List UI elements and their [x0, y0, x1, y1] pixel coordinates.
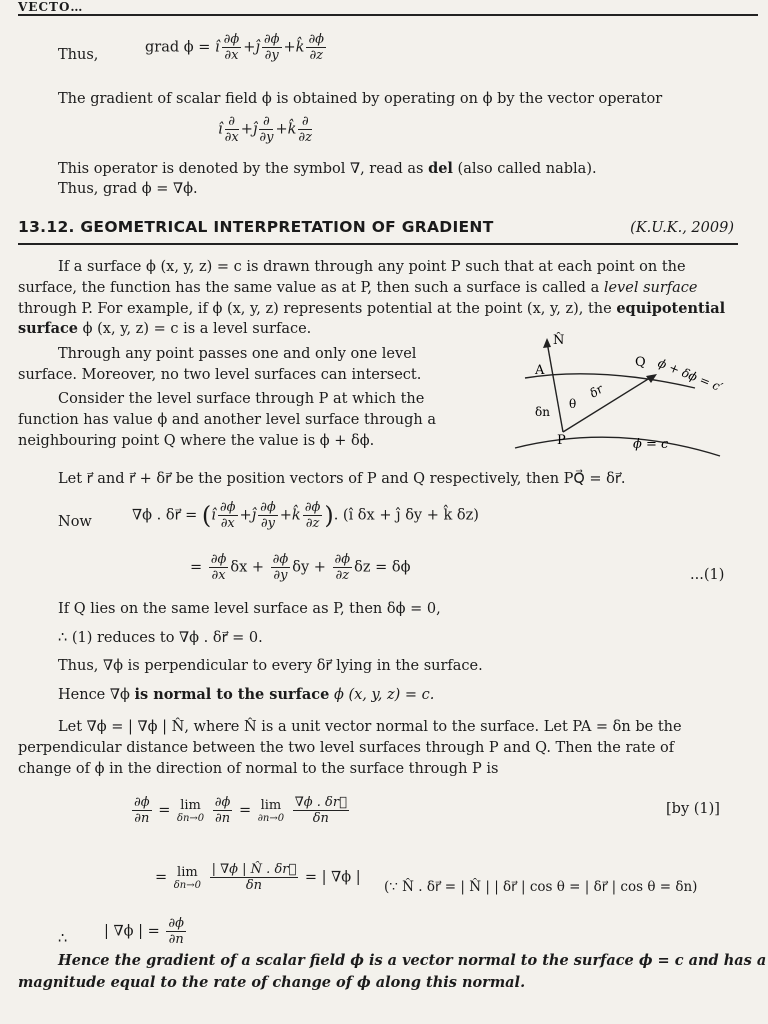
j-hat: ĵ	[251, 507, 257, 524]
frac-den: ∂z	[305, 516, 320, 531]
i-hat: î	[218, 121, 223, 138]
now-equation-line2: = $\frac{\partial\phi}{\partial x}$ δx + $\frac{\partial\phi}{\partial y}$ δy + $\frac{\partial\phi}{\partial z}$ δz = δϕ	[190, 552, 411, 583]
frac-num: | ∇ϕ | N̂ . δr⃗	[211, 862, 297, 877]
conclusion-line1: Hence the gradient of a scalar field ϕ is a vector normal to the surface ϕ = c and has a	[58, 952, 767, 969]
nabla-note: (also called nabla).	[457, 161, 597, 177]
section-heading: 13.12. GEOMETRICAL INTERPRETATION OF GRADIENT	[18, 218, 494, 236]
frac-num: ∂ϕ	[304, 500, 321, 515]
frac-dphi-dz	[333, 552, 353, 583]
frac-num: ∂ϕ	[219, 500, 236, 515]
q-label: Q	[635, 355, 646, 370]
frac-den: δn	[312, 811, 329, 826]
frac-num: ∂ϕ	[272, 552, 289, 567]
frac-num: ∂ϕ	[308, 32, 325, 47]
frac-dphi-dy	[258, 500, 278, 531]
frac-den: ∂z	[335, 568, 350, 583]
frac-3	[293, 795, 349, 826]
final-lhs: | ∇ϕ | =	[104, 923, 160, 940]
plus-sign: +	[240, 121, 253, 138]
para1-line3-text: through P. For example, if ϕ (x, y, z) represents potential at the point (x, y, z), the	[18, 301, 612, 317]
term-dy: δy +	[292, 559, 326, 576]
cond-line4	[58, 686, 434, 704]
dr-line	[563, 376, 653, 432]
lim-word: lim	[260, 797, 282, 813]
frac-num: ∂ϕ	[260, 500, 276, 515]
normal-arrowhead	[543, 338, 551, 348]
position-vectors-line: Let r⃗ and r⃗ + δr⃗ be the position vectors of P and Q respectively, then PQ⃗ = δr⃗.	[58, 471, 626, 487]
plus-sign: +	[283, 39, 296, 56]
plus-sign: +	[243, 39, 256, 56]
j-hat: ĵ	[252, 121, 258, 138]
grad-lhs: grad ϕ =	[145, 39, 216, 56]
cond-line1: If Q lies on the same level surface as P, then δϕ = 0,	[58, 601, 441, 617]
i-hat: î	[215, 39, 220, 56]
para1-line2-text: surface, the function has the same value as at P, then such a surface is called a	[18, 280, 600, 296]
conclusion-line2: magnitude equal to the rate of change of ϕ along this normal.	[18, 974, 526, 991]
frac-d-dx	[225, 114, 239, 145]
lim-word: lim	[177, 864, 198, 880]
top-rule	[18, 14, 758, 16]
section-reference: (K.U.K., 2009)	[630, 220, 734, 236]
frac-dphi-dy	[271, 552, 291, 583]
para3-line1: Consider the level surface through P at which the	[58, 391, 425, 407]
a-label: A	[535, 363, 545, 378]
frac-num: ∂ϕ	[134, 795, 150, 810]
therefore-symbol: ∴	[58, 931, 68, 947]
operator-sentence	[58, 160, 597, 178]
frac-num: ∂ϕ	[168, 916, 184, 931]
para3-line2: function has value ϕ and another level surface through a	[18, 412, 437, 428]
para4-line3: change of ϕ in the direction of normal to the surface through P is	[18, 761, 499, 777]
frac-num: ∇ϕ . δr⃗	[294, 795, 347, 810]
now-lhs: ∇ϕ . δr⃗ =	[132, 507, 198, 524]
now-rhs-tail: . (î δx + ĵ δy + k̂ δz)	[333, 507, 479, 524]
lim-block-2	[258, 798, 284, 824]
frac-den: ∂z	[298, 130, 312, 145]
del-word: del	[428, 160, 453, 177]
k-hat: k̂	[287, 121, 297, 138]
lim-sub: δn→0	[173, 879, 201, 891]
frac-2	[213, 795, 233, 826]
frac-dphi-dx	[218, 500, 238, 531]
q-surface-label: ϕ + δϕ = c′	[655, 355, 725, 395]
term-dz: δz = δϕ	[354, 559, 411, 576]
frac-dphi-dz	[303, 500, 323, 531]
cond-line2: ∴ (1) reduces to ∇ϕ . δr⃗ = 0.	[58, 630, 263, 646]
normal-to-surface: is normal to the surface	[134, 686, 330, 703]
frac-d-dy	[259, 114, 273, 145]
plus-sign: +	[275, 121, 288, 138]
frac-dphi-dz	[306, 32, 326, 63]
frac-dphi-dn	[132, 795, 152, 826]
cond-line3: Thus, ∇ϕ is perpendicular to every δr⃗ lying in the surface.	[58, 658, 483, 674]
cond-line4-a: Hence ∇ϕ	[58, 687, 130, 703]
frac-den: δn	[245, 878, 263, 893]
del-operator	[218, 114, 314, 145]
frac-dphi-dy	[262, 32, 282, 63]
frac-dphi-dx	[209, 552, 229, 583]
para2-line2: surface. Moreover, no two level surfaces can intersect.	[18, 367, 422, 383]
frac-den: ∂n	[215, 811, 231, 826]
frac-den: ∂z	[309, 48, 324, 63]
equation-number: ...(1)	[690, 567, 725, 583]
frac-den: ∂x	[211, 568, 226, 583]
frac-num: ∂ϕ	[223, 32, 240, 47]
lim-sub: δn→0	[176, 812, 205, 824]
now-equation: ∇ϕ . δr⃗ = (î $\frac{\partial\phi}{\partial x}$ +ĵ $\frac{\partial\phi}{\partial y}$ +k̂ $\frac{\partial\phi}{\partial z}$ ). (î δx + ĵ δy + k̂ δz)	[132, 500, 479, 531]
operator-text: This operator is denoted by the symbol ∇, read as	[58, 161, 424, 177]
k-hat: k̂	[295, 39, 305, 56]
para1-line2	[18, 279, 698, 297]
para4-line2: perpendicular distance between the two level surfaces through P and Q. Then the rate of	[18, 740, 675, 756]
level-surface-term: level surface	[603, 280, 698, 296]
j-hat: ĵ	[255, 39, 260, 56]
para1-line3	[18, 300, 725, 318]
frac-den: ∂y	[259, 130, 274, 145]
p-surface-label: ϕ = c	[633, 437, 669, 452]
frac-num: ∂	[225, 114, 239, 130]
term-dx: δx +	[230, 559, 265, 576]
dr-label: δr	[587, 381, 606, 401]
frac-num: ∂ϕ	[214, 795, 231, 810]
lower-surface-curve	[515, 437, 720, 456]
para1-line4	[18, 320, 311, 338]
equals: =	[158, 802, 171, 819]
l2-rhs: = | ∇ϕ |	[304, 869, 361, 886]
by-1-note: [by (1)]	[666, 801, 720, 817]
plus-sign: +	[239, 507, 252, 524]
frac-den: ∂x	[224, 130, 239, 145]
cond-line4-c: ϕ (x, y, z) = c.	[333, 687, 435, 703]
limit-equation	[130, 795, 351, 826]
lim-block-1	[177, 798, 204, 824]
frac-4	[210, 862, 299, 893]
equipotential-term: equipotential	[616, 300, 726, 317]
running-head: VECTO…	[18, 0, 84, 14]
final-equation	[104, 916, 188, 947]
surface-term: surface	[18, 320, 79, 337]
level-surface-diagram	[505, 328, 745, 458]
frac-dphi-dx	[222, 32, 242, 63]
para1-line1: If a surface ϕ (x, y, z) = c is drawn through any point P such that at each point on the	[58, 259, 686, 275]
frac-den: ∂y	[273, 568, 288, 583]
lim-word: lim	[180, 797, 201, 813]
equals: =	[155, 869, 168, 886]
frac-num: ∂ϕ	[263, 32, 280, 47]
i-hat: î	[211, 507, 216, 524]
p-label: P	[557, 433, 566, 448]
para2-line1: Through any point passes one and only one level	[58, 346, 417, 362]
limit-equation-line2	[155, 862, 361, 893]
frac-num: ∂	[259, 114, 273, 130]
frac-den: ∂n	[168, 932, 184, 947]
frac-num: ∂	[298, 114, 312, 130]
upper-surface-curve	[525, 374, 695, 388]
equals: =	[238, 802, 252, 819]
dn-label: δn	[535, 405, 550, 419]
lim-block-3	[174, 865, 201, 891]
thus-label: Thus,	[58, 47, 99, 63]
grad-equation	[145, 32, 328, 63]
theta-label: θ	[569, 397, 577, 411]
para3-line3: neighbouring point Q where the value is ϕ + δϕ.	[18, 433, 375, 449]
thus-grad-del: Thus, grad ϕ = ∇ϕ.	[58, 181, 198, 197]
para4-line1: Let ∇ϕ = | ∇ϕ | N̂, where N̂ is a unit vector normal to the surface. Let PA = δn be the	[58, 719, 682, 735]
now-label: Now	[58, 514, 92, 530]
frac-final	[166, 916, 186, 947]
heading-rule	[18, 243, 738, 245]
frac-num: ∂ϕ	[210, 552, 227, 567]
lim-sub: ∂n→0	[257, 812, 285, 824]
k-hat: k̂	[291, 507, 301, 524]
frac-den: ∂x	[224, 48, 239, 63]
plus-sign: +	[279, 507, 292, 524]
frac-den: ∂n	[134, 811, 150, 826]
para1-line4-text: ϕ (x, y, z) = c is a level surface.	[82, 321, 312, 337]
frac-den: ∂y	[260, 516, 275, 531]
because-note: (∵ N̂ . δr⃗ = | N̂ | | δr⃗ | cos θ = | δr⃗ | cos θ = δn)	[384, 879, 698, 895]
frac-num: ∂ϕ	[334, 552, 351, 567]
n-label: N̂	[553, 333, 565, 348]
gradient-sentence: The gradient of scalar field ϕ is obtained by operating on ϕ by the vector operator	[58, 91, 663, 107]
frac-den: ∂y	[264, 48, 279, 63]
frac-den: ∂x	[220, 516, 235, 531]
frac-d-dz	[298, 114, 312, 145]
